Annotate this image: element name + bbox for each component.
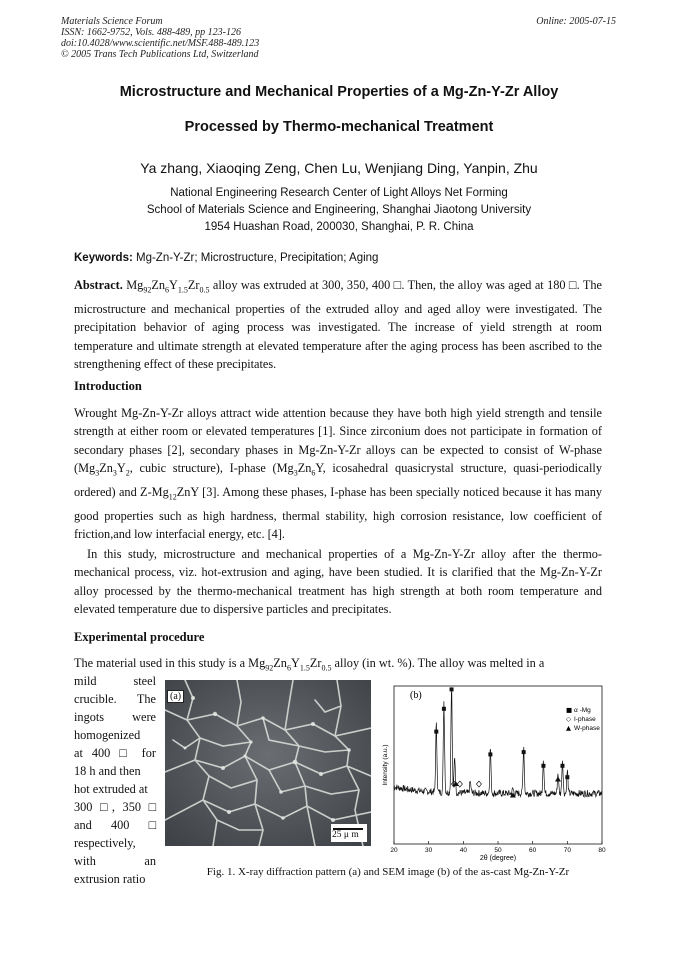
panel-a-label: (a) (167, 690, 184, 703)
doi-line[interactable]: doi:10.4028/www.scientific.net/MSF.488-489.123 (61, 38, 260, 49)
legend-symbol: ▲ (566, 724, 571, 732)
i-phase-marker (476, 781, 481, 787)
narrow-text-line: and 400 □ (74, 818, 156, 832)
affiliation-line-1: National Engineering Research Center of Light Alloys Net Forming (170, 187, 508, 199)
abstract: Abstract. $Mg_{92}Zn_6Y_{1.5}Zr_{0.5}$ alloy was extruded at 300, 350, 400 □. Then, the alloy was aged at 180 □. The microstructure and mechanical properties of the extruded alloy and aged alloy were investigated. The precipitation behavior of aging process was investigated. The increase of yield strength at room temperature and ultimate strength at elevated temperature after the aging process has been ascribed to the strengthening effect of these precipitates. (74, 278, 603, 372)
w-phase-marker (555, 776, 561, 781)
affiliation-line-3: 1954 Huashan Road, 200030, Shanghai, P. R. China (204, 221, 474, 233)
alpha-mg-marker (560, 764, 564, 768)
paper-title-line-2: Processed by Thermo-mechanical Treatment (184, 119, 494, 135)
alpha-mg-marker (522, 750, 526, 754)
legend-symbol: ■ (566, 706, 573, 714)
author-list: Ya zhang, Xiaoqing Zeng, Chen Lu, Wenjiang Ding, Yanpin, Zhu (140, 160, 538, 176)
legend-label: W-phase (574, 725, 600, 732)
x-tick-label: 20 (390, 847, 398, 854)
introduction-paragraph-2: In this study, microstructure and mechanical properties of a Mg-Zn-Y-Zr alloy after the thermo-mechanical process, viz. hot-extrusion and aging, have been studied. It is clarified that the Mg-Zn-Y-Zr alloy processed by the thermo-mechanical treatment has high strength at both room temperature and elevated temperature due to dispersive particles and precipitates. (74, 547, 602, 617)
keywords-label: Keywords: (74, 252, 133, 264)
introduction-paragraph-1: Wrought Mg-Zn-Y-Zr alloys attract wide attention because they have both high yield strength and tensile strength at either room or elevated temperatures [1]. Since zirconium does not participate in formation of secondary phases [2], secondary phases in Mg-Zn-Y-Zr alloys can be expected to consist of W-phase ($Mg_3Zn_3Y_2$, cubic structure), I-phase ($Mg_3Zn_6Y$, icosahedral quasicrystal structure, quasi-periodically ordered) and $Z-Mg_{12}ZnY$ [3]. Among these phases, I-phase has been specially noticed because it has many good properties such as high hardness, thermal stability, high corrosion resistance, low coefficient of friction,and low interfacial energy, etc. [4]. (74, 406, 602, 542)
copyright-line: © 2005 Trans Tech Publications Ltd, Switzerland (61, 49, 259, 60)
x-tick-label: 70 (563, 847, 571, 854)
x-tick-label: 50 (494, 847, 502, 854)
narrow-text-line: hot extruded at (74, 782, 148, 796)
alpha-mg-marker (450, 687, 454, 691)
xrd-chart (376, 680, 612, 862)
narrow-text-line: 300 □, 350 □ (74, 800, 156, 814)
x-tick-label: 80 (598, 847, 606, 854)
affiliation-line-2: School of Materials Science and Engineering, Shanghai Jiaotong University (146, 204, 532, 216)
legend-symbol: ◇ (566, 715, 571, 723)
narrow-text-line: crucible. The (74, 692, 156, 706)
x-axis-label: 2θ (degree) (479, 855, 517, 862)
scale-bar-label: 25 μ m (332, 830, 359, 840)
online-date: Online: 2005-07-15 (536, 16, 616, 27)
journal-name: Materials Science Forum (61, 16, 163, 27)
issn-line: ISSN: 1662-9752, Vols. 488-489, pp 123-126 (61, 27, 241, 38)
keywords-text: Mg-Zn-Y-Zr; Microstructure, Precipitation; Aging (136, 252, 379, 264)
x-tick-label: 60 (529, 847, 537, 854)
y-axis-label: Intensity (a.u.) (382, 744, 389, 786)
narrow-text-line: with an (74, 854, 156, 868)
narrow-text-line: at 400 □ for (74, 746, 156, 760)
introduction-heading: Introduction (74, 379, 142, 393)
alpha-mg-marker (541, 764, 545, 768)
narrow-text-line: extrusion ratio (74, 872, 146, 886)
alpha-mg-marker (442, 707, 446, 711)
i-phase-marker (457, 781, 462, 787)
narrow-text-line: mild steel (74, 674, 156, 688)
sem-grain-network (165, 680, 371, 846)
legend-label: I-phase (574, 716, 596, 723)
keywords (74, 252, 378, 264)
experimental-heading: Experimental procedure (74, 630, 205, 644)
x-tick-label: 40 (459, 847, 467, 854)
x-tick-label: 30 (425, 847, 433, 854)
narrow-text-line: homogenized (74, 728, 141, 742)
chart-title: (b) (410, 690, 422, 701)
legend-label: α -Mg (574, 707, 591, 714)
paper-title-line-1: Microstructure and Mechanical Properties of a Mg-Zn-Y-Zr Alloy (119, 84, 559, 100)
alpha-mg-marker (434, 730, 438, 734)
abstract-text: alloy was extruded at 300, 350, 400 □. Then, the alloy was aged at 180 □. The microstructure and mechanical properties of the extruded alloy and aged alloy were investigated. The precipitation behavior of aging process was investigated. The increase of yield strength at room temperature and ultimate strength at elevated temperature after the aging process has been ascribed to the strengthening effect of these precipitates. (74, 278, 603, 372)
figure-caption: Fig. 1. X-ray diffraction pattern (a) and SEM image (b) of the as-cast Mg-Zn-Y-Zr (206, 866, 570, 878)
narrow-text-line: respectively, (74, 836, 136, 850)
narrow-text-line: ingots were (74, 710, 156, 724)
alpha-mg-marker (565, 775, 569, 779)
abstract-label: Abstract. (74, 278, 123, 292)
narrow-text-line: 18 h and then (74, 764, 141, 778)
sem-micrograph (165, 680, 371, 846)
experimental-paragraph-start: The material used in this study is a $Mg_{92}Zn_6Y_{1.5}Zr_{0.5}$ alloy (in wt. %). The alloy was melted in a (74, 656, 545, 673)
alpha-mg-marker (488, 752, 492, 756)
